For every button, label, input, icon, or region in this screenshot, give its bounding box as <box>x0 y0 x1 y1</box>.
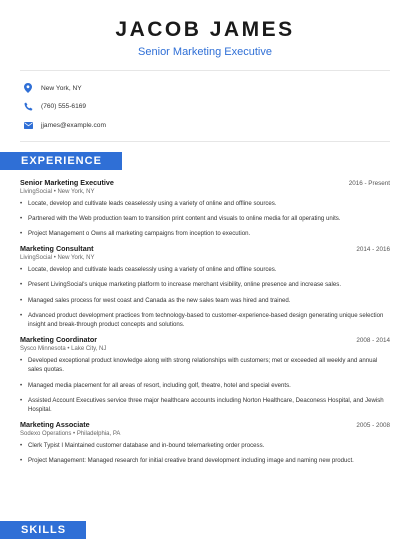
job-title: Marketing Consultant <box>20 244 94 254</box>
job-bullet: • Project Management o Owns all marketing campaigns from inception to execution. <box>20 229 390 238</box>
job-location: New York, NY <box>57 255 95 262</box>
job-location: Lake City, NJ <box>71 346 107 353</box>
phone-icon <box>23 102 33 112</box>
contact-location <box>22 79 388 98</box>
candidate-title: Senior Marketing Executive <box>138 46 272 58</box>
job-company: LivingSocial <box>20 188 53 195</box>
job-bullet: • Developed exceptional product knowledge along with strong relationships with customers; met or exceeded all weekly and annual sales quotas. <box>20 356 390 374</box>
job-entry <box>20 244 390 329</box>
job-bullet: • Clerk Typist I Maintained customer database and in-bound telemarketing order process. <box>20 441 390 450</box>
job-bullet: • Present LivingSocial's unique marketing platform to increase merchant visibility, online presence and increase sales. <box>20 280 390 289</box>
job-bullet: • Project Management: Managed research for initial creative brand development including image and naming new product. <box>20 456 390 465</box>
job-location: Philadelphia, PA <box>76 431 121 438</box>
job-meta: Sysco Minnesota • Lake City, NJ <box>20 346 107 353</box>
job-entry <box>20 420 390 465</box>
contact-phone <box>22 98 388 117</box>
contact-divider <box>20 141 390 142</box>
job-dates: 2016 - Present <box>348 179 390 187</box>
candidate-name: JACOB JAMES <box>115 18 295 41</box>
contact-location-text: New York, NY <box>41 84 82 92</box>
job-meta: LivingSocial • New York, NY <box>20 188 95 195</box>
contact-list <box>0 71 410 141</box>
job-company: Sysco Minnesota <box>20 346 66 353</box>
job-company: Sodexo Operations <box>20 431 72 438</box>
job-bullet: • Locate, develop and cultivate leads ceaselessly using a variety of online and offline sources. <box>20 199 390 208</box>
job-bullet: • Partnered with the Web production team to transition print content and visuals to online media for all operating units. <box>20 214 390 223</box>
job-dates: 2005 - 2008 <box>356 422 390 430</box>
job-title: Senior Marketing Executive <box>20 177 114 187</box>
job-company: LivingSocial <box>20 255 53 262</box>
section-heading-experience: EXPERIENCE <box>0 152 122 170</box>
contact-email-text[interactable]: jjames@example.com <box>41 121 106 129</box>
job-bullet: • Managed sales process for west coast and Canada as the new sales team was hired and trained. <box>20 296 390 305</box>
contact-email[interactable] <box>22 116 388 135</box>
job-location: New York, NY <box>57 188 95 195</box>
location-pin-icon <box>23 83 33 93</box>
job-entry <box>20 178 390 239</box>
experience-list <box>0 178 410 466</box>
job-title: Marketing Associate <box>20 420 90 430</box>
job-bullet: • Advanced product development practices from technology-based to customer-experience-based design generating unique selection insight and break-through product concepts and solutions. <box>20 311 390 329</box>
job-meta: Sodexo Operations • Philadelphia, PA <box>20 431 121 438</box>
job-meta: LivingSocial • New York, NY <box>20 255 95 262</box>
email-icon <box>23 120 33 130</box>
job-entry <box>20 335 390 414</box>
job-title: Marketing Coordinator <box>20 335 98 345</box>
resume-header <box>0 0 410 58</box>
job-dates: 2014 - 2016 <box>356 246 390 254</box>
job-bullet: • Managed media placement for all areas of resort, including golf, theatre, hotel and special events. <box>20 381 390 390</box>
job-bullet: • Assisted Account Executives service three major healthcare accounts including Norton Healthcare, Deaconess Hospital, and Jewish Hospital. <box>20 396 390 414</box>
job-bullet: • Locate, develop and cultivate leads ceaselessly using a variety of online and offline sources. <box>20 265 390 274</box>
job-dates: 2008 - 2014 <box>356 337 390 345</box>
contact-phone-text: (760) 555-6169 <box>41 103 87 111</box>
section-heading-skills: SKILLS <box>0 521 86 539</box>
